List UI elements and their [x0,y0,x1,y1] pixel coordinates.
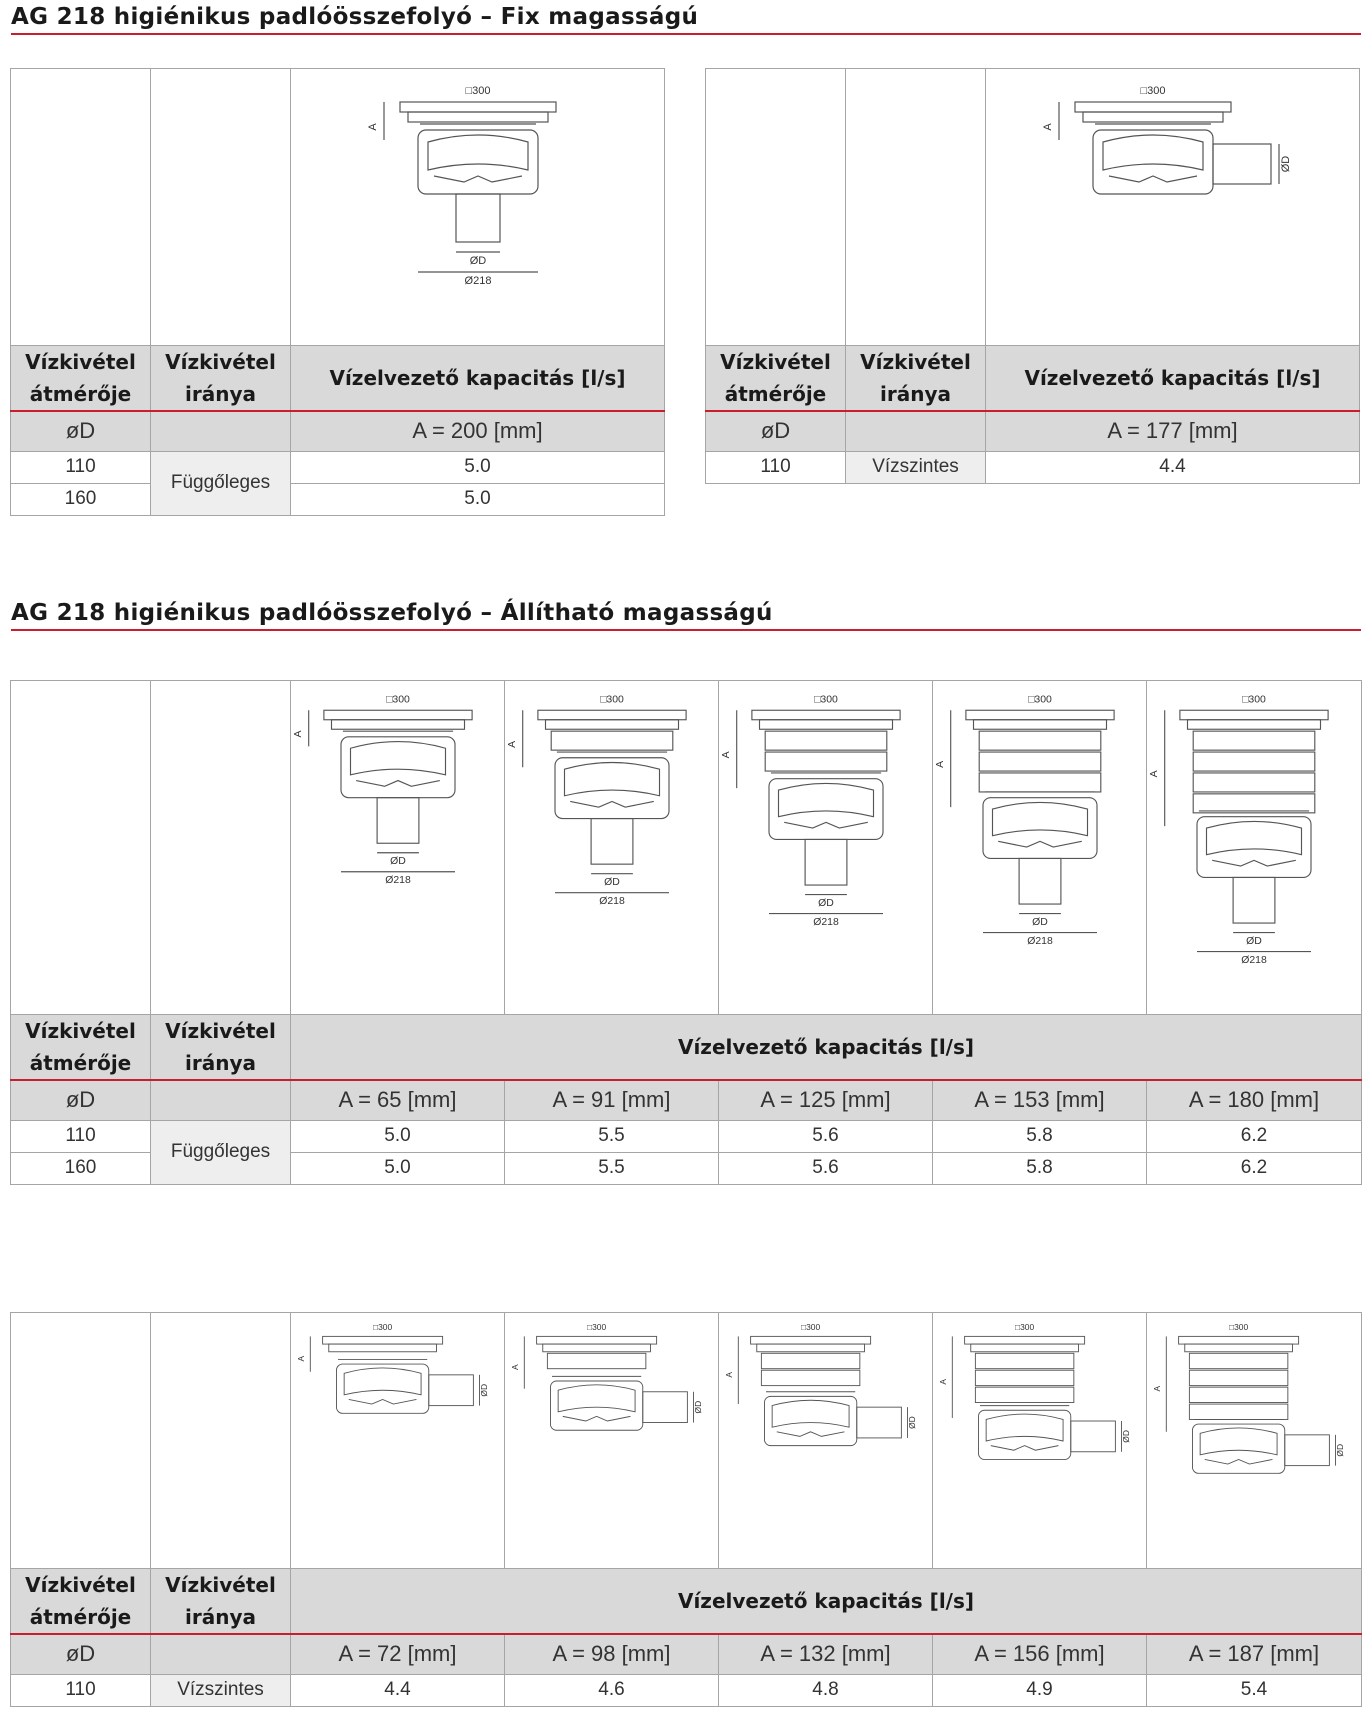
subheader-od: øD [11,411,151,451]
drain-grate [1179,1336,1299,1344]
drain-grate [750,1336,870,1344]
drain-trap [998,841,1082,847]
drain-trap [434,176,522,182]
dim-label-top: □300 [586,1321,606,1332]
drain-extension-ring [975,1353,1073,1368]
header-diameter: Vízkivétel átmérője [11,346,151,412]
capacity-value: 5.0 [291,483,665,515]
dim-label-od: ØD [389,855,406,867]
dim-label-od: ØD [1279,155,1292,173]
header-diameter: Vízkivétel átmérője [706,346,846,412]
dim-label-od: ØD [478,1383,489,1397]
capacity-value: 4.4 [291,1674,505,1706]
drain-trap [776,1431,844,1436]
diameter-value: 110 [11,451,151,483]
header-capacity: Vízelvezető kapacitás [l/s] [291,1569,1362,1635]
dim-label-base: Ø218 [464,275,491,287]
drain-bowl [1207,821,1302,854]
drain-trap [348,1399,416,1404]
header-direction: Vízkivétel iránya [151,1015,291,1081]
dim-label-a: A [934,760,946,768]
drain-extension-ring [761,1353,859,1368]
drain-trap [784,822,868,828]
drain-bowl [992,802,1087,835]
dim-label-top: □300 [372,1321,392,1332]
drain-outlet-pipe [456,194,500,242]
drain-grate [964,1336,1084,1344]
column-label: A = 200 [mm] [291,411,665,451]
subheader-empty [151,411,291,451]
drain-frame [1185,1344,1293,1352]
subheader-od: øD [11,1634,151,1674]
spec-table-fix-vertical [10,68,665,516]
drain-bowl [778,783,873,816]
drain-extension-ring [979,772,1101,791]
header-capacity: Vízelvezető kapacitás [l/s] [986,346,1360,412]
drain-extension-ring [1189,1353,1287,1368]
dim-label-top: □300 [385,694,410,706]
drain-drawing-cell [933,1313,1147,1569]
capacity-value: 5.8 [933,1120,1147,1152]
capacity-value: 5.5 [505,1152,719,1184]
header-direction: Vízkivétel iránya [151,1569,291,1635]
dim-label-a: A [366,123,379,131]
subheader-od: øD [11,1080,151,1120]
dim-label-base: Ø218 [598,895,625,907]
dim-label-od: ØD [603,876,620,888]
capacity-value: 5.0 [291,1152,505,1184]
column-label: A = 187 [mm] [1147,1634,1362,1674]
drain-trap [356,780,440,786]
dim-label-base: Ø218 [1026,935,1053,947]
drain-bowl [986,1414,1063,1441]
dim-label-a: A [292,730,304,737]
drain-extension-ring [1189,1387,1287,1402]
section-title-fix: AG 218 higiénikus padlóösszefolyó – Fix magasságú [11,4,1361,35]
drain-frame [970,1344,1078,1352]
drain-extension-ring [979,731,1101,750]
empty-cell [151,1313,291,1569]
dim-label-top: □300 [465,85,490,97]
dim-label-top: □300 [1014,1321,1034,1332]
drain-bowl [558,1384,635,1411]
drain-bowl [344,1367,421,1394]
drain-drawing-cell [933,681,1147,1015]
capacity-value: 5.4 [1147,1674,1362,1706]
direction-value: Vízszintes [151,1674,291,1706]
drain-extension-ring [765,752,887,771]
drain-trap [1212,860,1296,866]
drain-trap [1205,1459,1273,1464]
dim-label-od: ØD [1335,1443,1346,1457]
drain-frame [408,112,548,122]
drain-horizontal-drawing [1043,82,1303,262]
direction-value: Függőleges [151,1120,291,1184]
drain-horizontal-drawing-1 [295,1321,498,1561]
spec-table-fix-horizontal [705,68,1360,484]
drain-vertical-drawing-4 [934,688,1135,1008]
drain-drawing-cell [505,681,719,1015]
drain-bowl [772,1400,849,1427]
dim-label-top: □300 [800,1321,820,1332]
dim-label-base: Ø218 [1241,954,1267,966]
capacity-value: 5.6 [719,1152,933,1184]
drain-frame [973,719,1106,729]
drain-frame [1083,112,1223,122]
capacity-value: 5.0 [291,1120,505,1152]
capacity-value: 4.6 [505,1674,719,1706]
drain-outlet-pipe [856,1407,901,1438]
empty-cell [11,69,151,346]
dim-label-base: Ø218 [384,874,411,886]
drain-grate [322,1336,442,1344]
dim-label-top: □300 [1242,694,1266,706]
empty-cell [11,1313,151,1569]
drain-extension-ring [975,1370,1073,1385]
drain-drawing-cell [291,69,665,346]
direction-value: Vízszintes [846,451,986,483]
drain-grate [751,710,899,720]
drain-grate [536,1336,656,1344]
capacity-value: 4.9 [933,1674,1147,1706]
drain-outlet-pipe [1070,1421,1115,1452]
drain-extension-ring [1193,731,1315,750]
drain-bowl [1200,1427,1277,1454]
drain-frame [545,719,678,729]
capacity-value: 6.2 [1147,1152,1362,1184]
drain-outlet-pipe [1285,1434,1330,1465]
direction-value: Függőleges [151,451,291,515]
spec-table-adjustable-horizontal [10,1312,1362,1707]
dim-label-a: A [723,1371,734,1378]
drain-drawing-cell [719,1313,933,1569]
capacity-value: 5.0 [291,451,665,483]
column-label: A = 98 [mm] [505,1634,719,1674]
dim-label-od: ØD [1120,1429,1131,1443]
header-direction: Vízkivétel iránya [846,346,986,412]
drain-frame [759,719,892,729]
diameter-value: 160 [11,483,151,515]
column-label: A = 91 [mm] [505,1080,719,1120]
dim-label-a: A [506,740,518,748]
empty-cell [11,681,151,1015]
dim-label-top: □300 [1140,85,1165,97]
drain-trap [570,801,654,807]
drain-grate [537,710,685,720]
drain-extension-ring [1193,752,1315,771]
capacity-value: 5.8 [933,1152,1147,1184]
drain-drawing-cell [505,1313,719,1569]
dim-label-od: ØD [1246,935,1262,947]
column-label: A = 180 [mm] [1147,1080,1362,1120]
drain-outlet-pipe [1019,858,1061,904]
capacity-value: 6.2 [1147,1120,1362,1152]
drain-outlet-pipe [377,797,419,843]
drain-vertical-drawing-1 [292,688,493,1008]
dim-label-od: ØD [817,897,834,909]
drain-extension-ring [1189,1404,1287,1419]
drain-frame [1188,719,1321,729]
drain-extension-ring [761,1370,859,1385]
drain-drawing-cell [291,1313,505,1569]
dim-label-top: □300 [599,694,624,706]
subheader-empty [151,1634,291,1674]
subheader-empty [151,1080,291,1120]
drain-grate [323,710,471,720]
column-label: A = 156 [mm] [933,1634,1147,1674]
capacity-value: 4.8 [719,1674,933,1706]
diameter-value: 110 [706,451,846,483]
drain-trap [562,1416,630,1421]
dim-label-od: ØD [469,255,486,267]
drain-trap [1109,176,1197,182]
drain-horizontal-drawing-3 [723,1321,926,1561]
dim-label-od: ØD [1031,916,1048,928]
capacity-value: 5.6 [719,1120,933,1152]
drain-frame [756,1344,864,1352]
drain-frame [328,1344,436,1352]
drain-extension-ring [979,752,1101,771]
drain-horizontal-drawing-4 [937,1321,1140,1561]
drain-vertical-drawing-5 [1149,688,1349,1008]
column-label: A = 153 [mm] [933,1080,1147,1120]
drain-frame [331,719,464,729]
drain-grate [1075,102,1231,112]
drain-extension-ring [765,731,887,750]
drain-outlet-pipe [428,1374,473,1405]
drain-grate [965,710,1113,720]
diameter-value: 110 [11,1674,151,1706]
dim-label-a: A [295,1355,306,1362]
drain-extension-ring [1193,793,1315,812]
empty-cell [151,681,291,1015]
empty-cell [846,69,986,346]
header-capacity: Vízelvezető kapacitás [l/s] [291,346,665,412]
dim-label-top: □300 [1229,1321,1249,1332]
drain-drawing-cell [291,681,505,1015]
diameter-value: 110 [11,1120,151,1152]
dim-label-a: A [1041,123,1054,131]
drain-drawing-cell [986,69,1360,346]
dim-label-a: A [1149,769,1161,777]
drain-extension-ring [1189,1370,1287,1385]
empty-cell [706,69,846,346]
header-capacity: Vízelvezető kapacitás [l/s] [291,1015,1362,1081]
drain-grate [400,102,556,112]
drain-vertical-drawing [366,82,578,332]
dim-label-a: A [720,750,732,758]
subheader-od: øD [706,411,846,451]
subheader-empty [846,411,986,451]
column-label: A = 72 [mm] [291,1634,505,1674]
drain-bowl [350,741,445,774]
header-diameter: Vízkivétel átmérője [11,1015,151,1081]
drain-frame [542,1344,650,1352]
empty-cell [151,69,291,346]
drain-extension-ring [1193,772,1315,791]
drain-drawing-cell [1147,681,1362,1015]
dim-label-top: □300 [1027,694,1052,706]
drain-bowl [1103,135,1203,170]
drain-extension-ring [551,731,673,750]
drain-horizontal-drawing-5 [1154,1321,1354,1561]
drain-outlet-pipe [805,839,847,885]
drain-outlet-pipe [642,1391,687,1422]
column-label: A = 177 [mm] [986,411,1360,451]
header-direction: Vízkivétel iránya [151,346,291,412]
drain-outlet-pipe [1213,144,1271,184]
capacity-value: 4.4 [986,451,1360,483]
drain-bowl [564,762,659,795]
dim-label-top: □300 [813,694,838,706]
dim-label-a: A [1152,1385,1163,1392]
drain-drawing-cell [719,681,933,1015]
drain-vertical-drawing-3 [720,688,921,1008]
drain-trap [990,1445,1058,1450]
drain-horizontal-drawing-2 [509,1321,712,1561]
header-diameter: Vízkivétel átmérője [11,1569,151,1635]
drain-outlet-pipe [591,818,633,864]
section-title-adjustable: AG 218 higiénikus padlóösszefolyó – Állítható magasságú [11,600,1361,631]
drain-vertical-drawing-2 [506,688,707,1008]
drain-drawing-cell [1147,1313,1362,1569]
column-label: A = 65 [mm] [291,1080,505,1120]
spec-table-adjustable-vertical [10,680,1362,1185]
dim-label-a: A [937,1378,948,1385]
column-label: A = 125 [mm] [719,1080,933,1120]
dim-label-od: ØD [906,1415,917,1429]
dim-label-od: ØD [692,1400,703,1413]
drain-extension-ring [975,1387,1073,1402]
dim-label-a: A [509,1363,520,1370]
drain-extension-ring [547,1353,645,1368]
column-label: A = 132 [mm] [719,1634,933,1674]
drain-grate [1180,710,1328,720]
dim-label-base: Ø218 [812,916,839,928]
diameter-value: 160 [11,1152,151,1184]
drain-outlet-pipe [1233,877,1275,923]
capacity-value: 5.5 [505,1120,719,1152]
drain-bowl [428,135,528,170]
